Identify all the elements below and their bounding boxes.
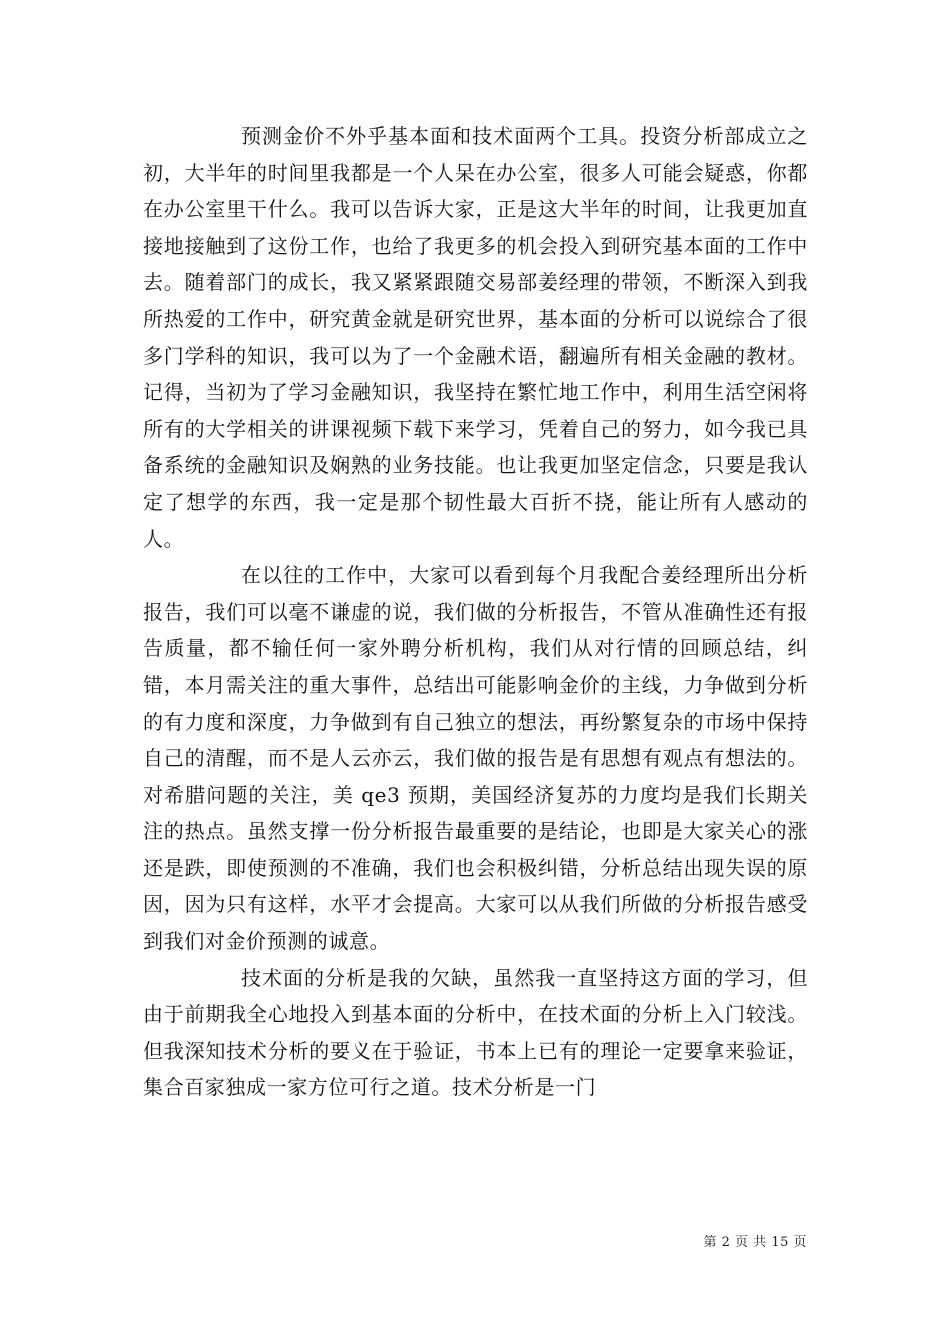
- paragraph-3: 技术面的分析是我的欠缺，虽然我一直坚持这方面的学习，但由于前期我全心地投入到基本面的分析中，在技术面的分析上入门较浅。但我深知技术分析的要义在于验证，书本上已有的理论一定要拿来验证，集合百家独成一家方位可行之道。技术分析是一门: [143, 965, 808, 1100]
- document-body: [143, 118, 808, 1106]
- paragraph-1: 预测金价不外乎基本面和技术面两个工具。投资分析部成立之初，大半年的时间里我都是一个人呆在办公室，很多人可能会疑惑，你都在办公室里干什么。我可以告诉大家，正是这大半年的时间，让我更加直接地接触到了这份工作，也给了我更多的机会投入到研究基本面的工作中去。随着部门的成长，我又紧紧跟随交易部姜经理的带领，不断深入到我所热爱的工作中，研究黄金就是研究世界，基本面的分析可以说综合了很多门学科的知识，我可以为了一个金融术语，翻遍所有相关金融的教材。记得，当初为了学习金融知识，我坚持在繁忙地工作中，利用生活空闲将所有的大学相关的讲课视频下载下来学习，凭着自己的努力，如今我已具备系统的金融知识及娴熟的业务技能。也让我更加坚定信念，只要是我认定了想学的东西，我一定是那个韧性最大百折不挠，能让所有人感动的人。: [143, 124, 808, 551]
- page-number-footer: 第 2 页 共 15 页: [703, 1235, 807, 1250]
- paragraph-2: 在以往的工作中，大家可以看到每个月我配合姜经理所出分析报告，我们可以毫不谦虚的说，我们做的分析报告，不管从准确性还有报告质量，都不输任何一家外聘分析机构，我们从对行情的回顾总结，纠错，本月需关注的重大事件，总结出可能影响金价的主线，力争做到分析的有力度和深度，力争做到有自己独立的想法，再纷繁复杂的市场中保持自己的清醒，而不是人云亦云，我们做的报告是有思想有观点有想法的。对希腊问题的关注，美 qe3 预期，美国经济复苏的力度均是我们长期关注的热点。虽然支撑一份分析报告最重要的是结论，也即是大家关心的涨还是跌，即使预测的不准确，我们也会积极纠错，分析总结出现失误的原因，因为只有这样，水平才会提高。大家可以从我们所做的分析报告感受到我们对金价预测的诚意。: [143, 563, 808, 954]
